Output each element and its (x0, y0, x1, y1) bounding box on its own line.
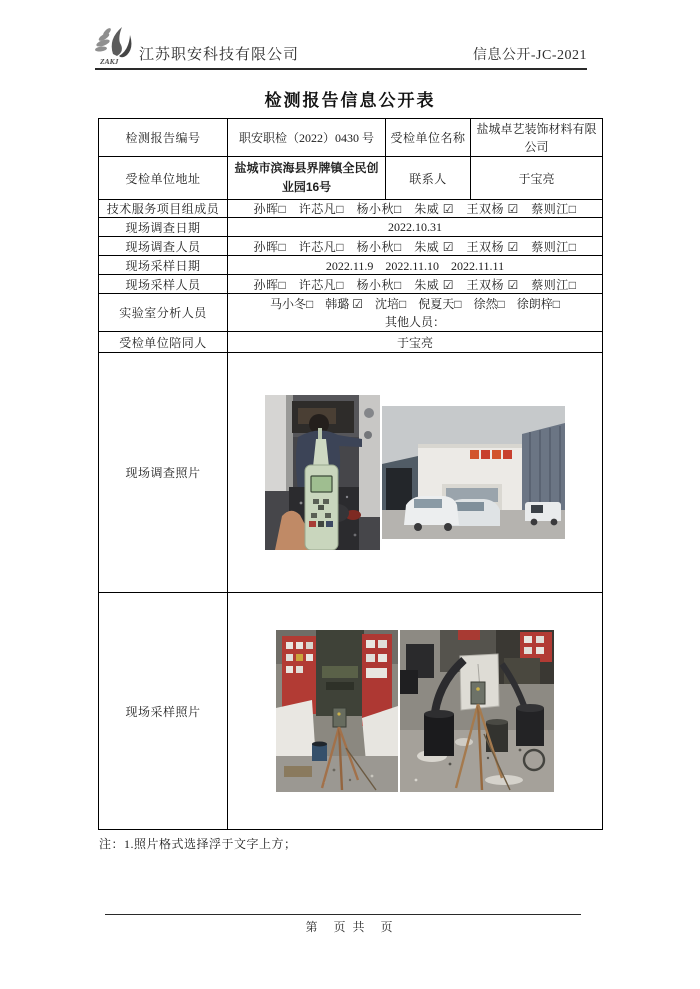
survey-photos-cell (228, 353, 603, 593)
disclosure-form-table (98, 118, 603, 830)
footer-rule (105, 914, 581, 915)
survey-staff-checklist: 孙晖□ 许芯凡□ 杨小秋□ 朱威 ☑ 王双杨 ☑ 蔡则江□ (228, 237, 603, 256)
table-row (99, 218, 603, 237)
sampling-photo-strip (230, 630, 600, 792)
sampling-right-photo-image (400, 630, 554, 792)
unit-name-value: 盐城卓艺装饰材料有限公司 (471, 119, 603, 157)
lab-staff-checklist: 马小冬□ 韩璐 ☑ 沈培□ 倪夏天□ 徐然□ 徐朗梓□ (270, 296, 560, 311)
table-row (99, 200, 603, 218)
survey-date-label: 现场调查日期 (99, 218, 228, 237)
table-row (99, 353, 603, 593)
noise-meter-photo-image (265, 395, 380, 550)
sampling-left-photo-image (276, 630, 398, 792)
footnote: 注：1.照片格式选择浮于文字上方； (99, 837, 297, 851)
report-no-value: 职安职检（2022）0430 号 (228, 119, 386, 157)
table-row (99, 119, 603, 157)
table-row (99, 294, 603, 332)
survey-photos-label: 现场调查照片 (99, 353, 228, 593)
page-number-text: 第 页 共 页 (305, 920, 395, 934)
sampling-staff-checklist: 孙晖□ 许芯凡□ 杨小秋□ 朱威 ☑ 王双杨 ☑ 蔡则江□ (228, 275, 603, 294)
report-no-label: 检测报告编号 (99, 119, 228, 157)
table-row (99, 256, 603, 275)
page-title: 检测报告信息公开表 (264, 91, 436, 110)
contact-label: 联系人 (386, 157, 471, 200)
team-members-checklist: 孙晖□ 许芯凡□ 杨小秋□ 朱威 ☑ 王双杨 ☑ 蔡则江□ (228, 200, 603, 218)
lab-staff-label: 实验室分析人员 (99, 294, 228, 332)
sampling-photo-workshop-left (276, 630, 398, 792)
sampling-photos-cell (228, 593, 603, 830)
sampling-date-label: 现场采样日期 (99, 256, 228, 275)
escort-label: 受检单位陪同人 (99, 332, 228, 353)
company-brand (95, 24, 299, 66)
survey-date-value: 2022.10.31 (228, 218, 603, 237)
survey-photo-strip (230, 395, 600, 550)
sampling-photos-label: 现场采样照片 (99, 593, 228, 830)
escort-value: 于宝亮 (228, 332, 603, 353)
unit-addr-label: 受检单位地址 (99, 157, 228, 200)
document-code: 信息公开-JC-2021 (472, 48, 587, 63)
team-label: 技术服务项目组成员 (99, 200, 228, 218)
logo-text: ZAKJ (100, 57, 119, 66)
table-row (99, 275, 603, 294)
unit-name-label: 受检单位名称 (386, 119, 471, 157)
lab-staff-others: 其他人员： (384, 314, 445, 329)
sampling-date-value: 2022.11.9 2022.11.10 2022.11.11 (228, 256, 603, 275)
company-logo-icon (95, 24, 135, 66)
sampling-staff-label: 现场采样人员 (99, 275, 228, 294)
company-name: 江苏职安科技有限公司 (139, 47, 300, 63)
lab-staff-cell (228, 294, 603, 332)
table-row (99, 332, 603, 353)
table-row (99, 593, 603, 830)
contact-value: 于宝亮 (471, 157, 603, 200)
survey-photo-factory-exterior (382, 406, 565, 539)
factory-exterior-photo-image (382, 406, 565, 539)
table-row (99, 157, 603, 200)
table-row (99, 237, 603, 256)
survey-photo-noise-meter (265, 395, 380, 550)
unit-addr-value: 盐城市滨海县界牌镇全民创业园16号 (228, 157, 386, 200)
page-header (95, 26, 587, 70)
sampling-photo-workshop-right (400, 630, 554, 792)
survey-staff-label: 现场调查人员 (99, 237, 228, 256)
